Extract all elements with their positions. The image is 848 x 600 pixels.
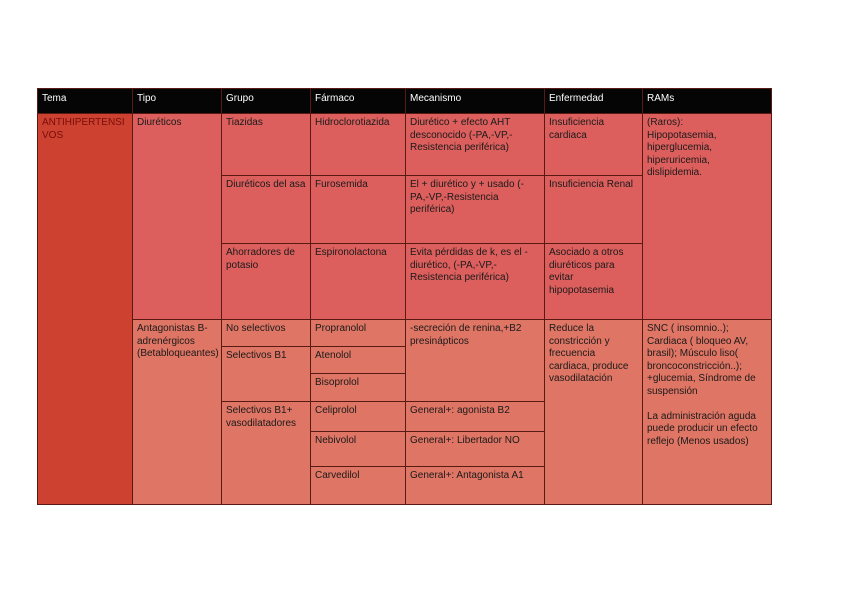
tipo-betabloqueantes: Antagonistas B-adrenérgicos (Betabloqueantes) <box>133 320 222 505</box>
farmaco-bisoprolol: Bisoprolol <box>311 374 406 402</box>
grupo-ahorradores: Ahorradores de potasio <box>222 244 311 320</box>
rams-betabloqueantes: SNC ( insomnio..); Cardiaca ( bloqueo AV, brasil); Músculo liso( broncoconstricción..); +glucemia, Síndrome de suspensión La administración aguda puede producir un efecto reflejo (Menos usados) <box>643 320 772 505</box>
mecanismo-hidroclorotiazida: Diurético + efecto AHT desconocido (-PA,-VP,-Resistencia periférica) <box>406 114 545 176</box>
farmaco-celiprolol: Celiprolol <box>311 402 406 432</box>
enfermedad-betabloqueantes: Reduce la constricción y frecuencia cardiaca, produce vasodilatación <box>545 320 643 505</box>
grupo-no-selectivos: No selectivos <box>222 320 311 347</box>
pharmacology-table <box>37 88 772 505</box>
grupo-diureticos-asa: Diuréticos del asa <box>222 176 311 244</box>
rams-diureticos: (Raros): Hipopotasemia, hiperglucemia, hiperuricemia, dislipidemia. <box>643 114 772 320</box>
table-row <box>38 114 772 176</box>
farmaco-nebivolol: Nebivolol <box>311 432 406 467</box>
header-rams: RAMs <box>643 89 772 114</box>
farmaco-hidroclorotiazida: Hidroclorotiazida <box>311 114 406 176</box>
header-grupo: Grupo <box>222 89 311 114</box>
enfermedad-tiazidas: Insuficiencia cardiaca <box>545 114 643 176</box>
mecanismo-nebivolol: General+: Libertador NO <box>406 432 545 467</box>
header-mecanismo: Mecanismo <box>406 89 545 114</box>
grupo-tiazidas: Tiazidas <box>222 114 311 176</box>
mecanismo-espironolactona: Evita pérdidas de k, es el - diurético, (-PA,-VP,-Resistencia periférica) <box>406 244 545 320</box>
farmaco-carvedilol: Carvedilol <box>311 467 406 505</box>
header-tipo: Tipo <box>133 89 222 114</box>
mecanismo-no-selectivos: -secreción de renina,+B2 presinápticos <box>406 320 545 402</box>
farmaco-furosemida: Furosemida <box>311 176 406 244</box>
farmaco-propranolol: Propranolol <box>311 320 406 347</box>
grupo-selectivos-b1: Selectivos B1 <box>222 347 311 402</box>
header-tema: Tema <box>38 89 133 114</box>
farmaco-espironolactona: Espironolactona <box>311 244 406 320</box>
tema-cell: ANTIHIPERTENSIVOS <box>38 114 133 505</box>
enfermedad-asa: Insuficiencia Renal <box>545 176 643 244</box>
header-row <box>38 89 772 114</box>
mecanismo-celiprolol: General+: agonista B2 <box>406 402 545 432</box>
farmaco-atenolol: Atenolol <box>311 347 406 374</box>
header-farmaco: Fármaco <box>311 89 406 114</box>
grupo-selectivos-vasodilatadores: Selectivos B1+ vasodilatadores <box>222 402 311 505</box>
enfermedad-ahorradores: Asociado a otros diuréticos para evitar hipopotasemia <box>545 244 643 320</box>
mecanismo-carvedilol: General+: Antagonista A1 <box>406 467 545 505</box>
mecanismo-furosemida: El + diurético y + usado (-PA,-VP,-Resistencia periférica) <box>406 176 545 244</box>
table-row <box>38 320 772 347</box>
header-enfermedad: Enfermedad <box>545 89 643 114</box>
tipo-diureticos: Diuréticos <box>133 114 222 320</box>
